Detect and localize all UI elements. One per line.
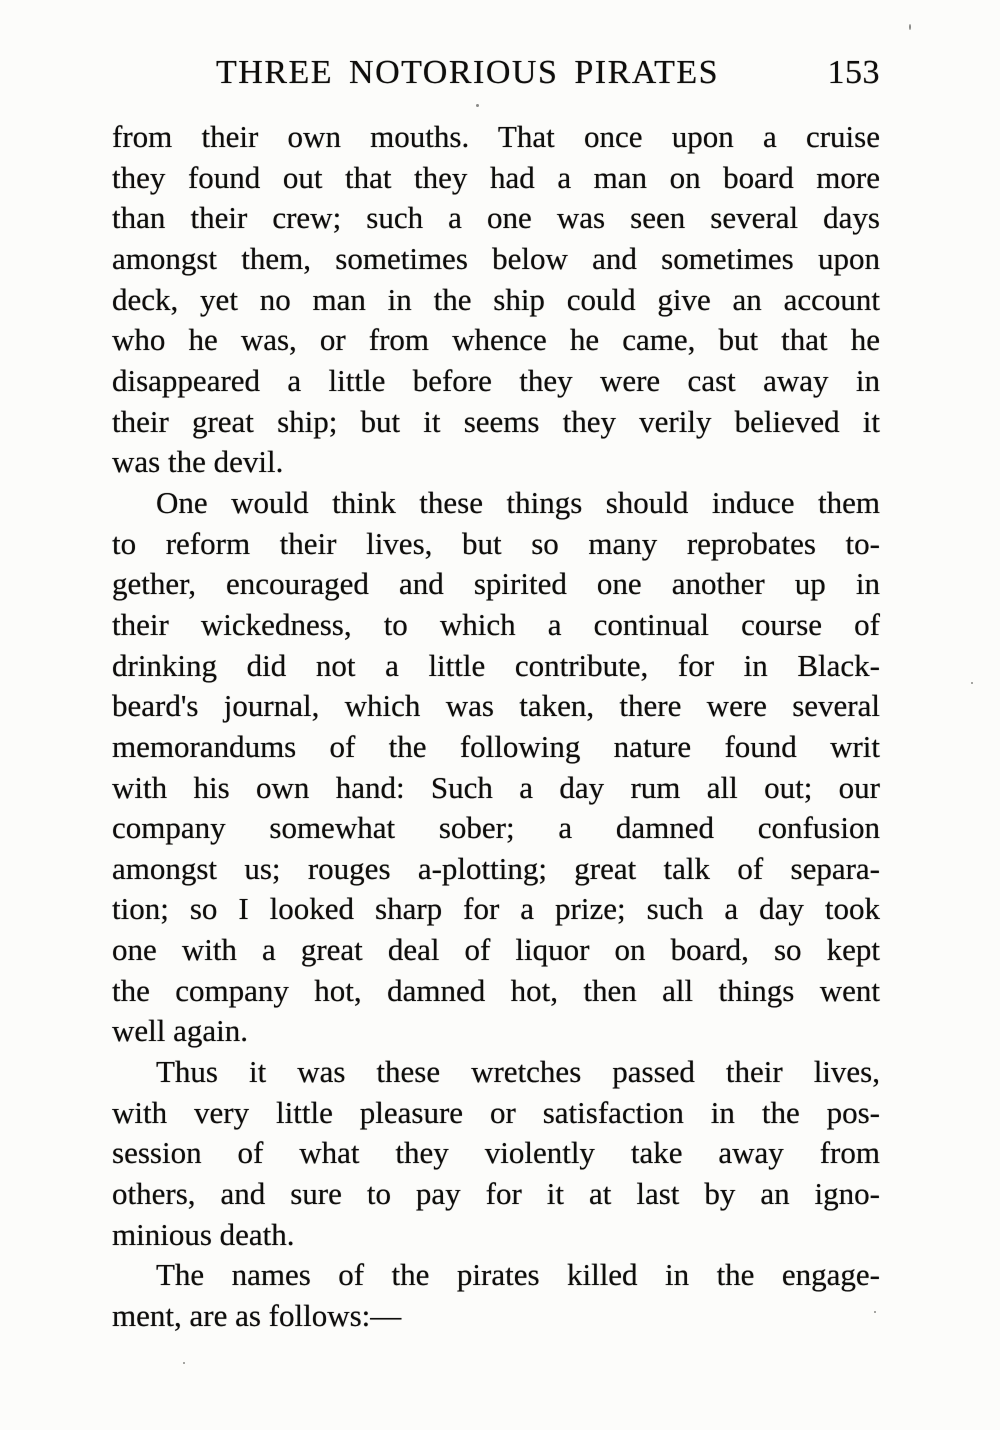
scan-speck [183,1362,185,1364]
text-line: beard's journal, which was taken, there were several [112,688,880,724]
page-number: 153 [827,54,880,91]
text-line: one with a great deal of liquor on board, so kept [112,932,880,968]
text-line: from their own mouths. That once upon a cruise [112,119,880,154]
text-line: gether, encouraged and spirited one another up in [112,566,880,602]
text-line: the company hot, damned hot, then all things went [112,972,880,1008]
text-line: they found out that they had a man on board more [112,159,880,195]
text-line: who he was, or from whence he came, but that he [112,322,880,358]
text-line: One would think these things should induce them [156,484,880,520]
text-line: memorandums of the following nature found writ [112,728,880,764]
page-header [112,54,880,92]
scan-speck [909,24,911,30]
scan-speck [971,682,973,684]
text-line: their great ship; but it seems they verily believed it [112,403,880,439]
text-line: deck, yet no man in the ship could give an account [112,281,880,317]
text-line: than their crew; such a one was seen several days [112,200,880,236]
text-line: The names of the pirates killed in the engage- [156,1257,880,1293]
text-line: to reform their lives, but so many reprobates to- [112,525,880,561]
text-line: tion; so I looked sharp for a prize; such a day took [112,891,880,927]
text-line: ment, are as follows:— [112,1298,402,1334]
running-title: THREE NOTORIOUS PIRATES [216,54,720,91]
text-line: company somewhat sober; a damned confusion [112,810,880,846]
text-line: Thus it was these wretches passed their lives, [156,1054,880,1090]
text-line: session of what they violently take away from [112,1135,880,1171]
page-body [112,117,880,1337]
text-line: amongst them, sometimes below and sometimes upon [112,240,880,276]
text-line: with his own hand: Such a day rum all out; our [112,769,880,805]
text-line: well again. [112,1013,249,1049]
text-line: was the devil. [112,444,284,480]
text-line: amongst us; rouges a-plotting; great talk of separa- [112,850,880,886]
text-line: with very little pleasure or satisfaction in the pos- [112,1094,880,1130]
text-line: drinking did not a little contribute, for in Black- [112,647,880,683]
text-line: minious death. [112,1216,295,1252]
text-line: their wickedness, to which a continual course of [112,606,880,642]
scan-speck [874,1311,876,1313]
scan-speck [476,104,479,107]
text-line: disappeared a little before they were cast away in [112,362,880,398]
text-line: others, and sure to pay for it at last by an igno- [112,1176,880,1212]
